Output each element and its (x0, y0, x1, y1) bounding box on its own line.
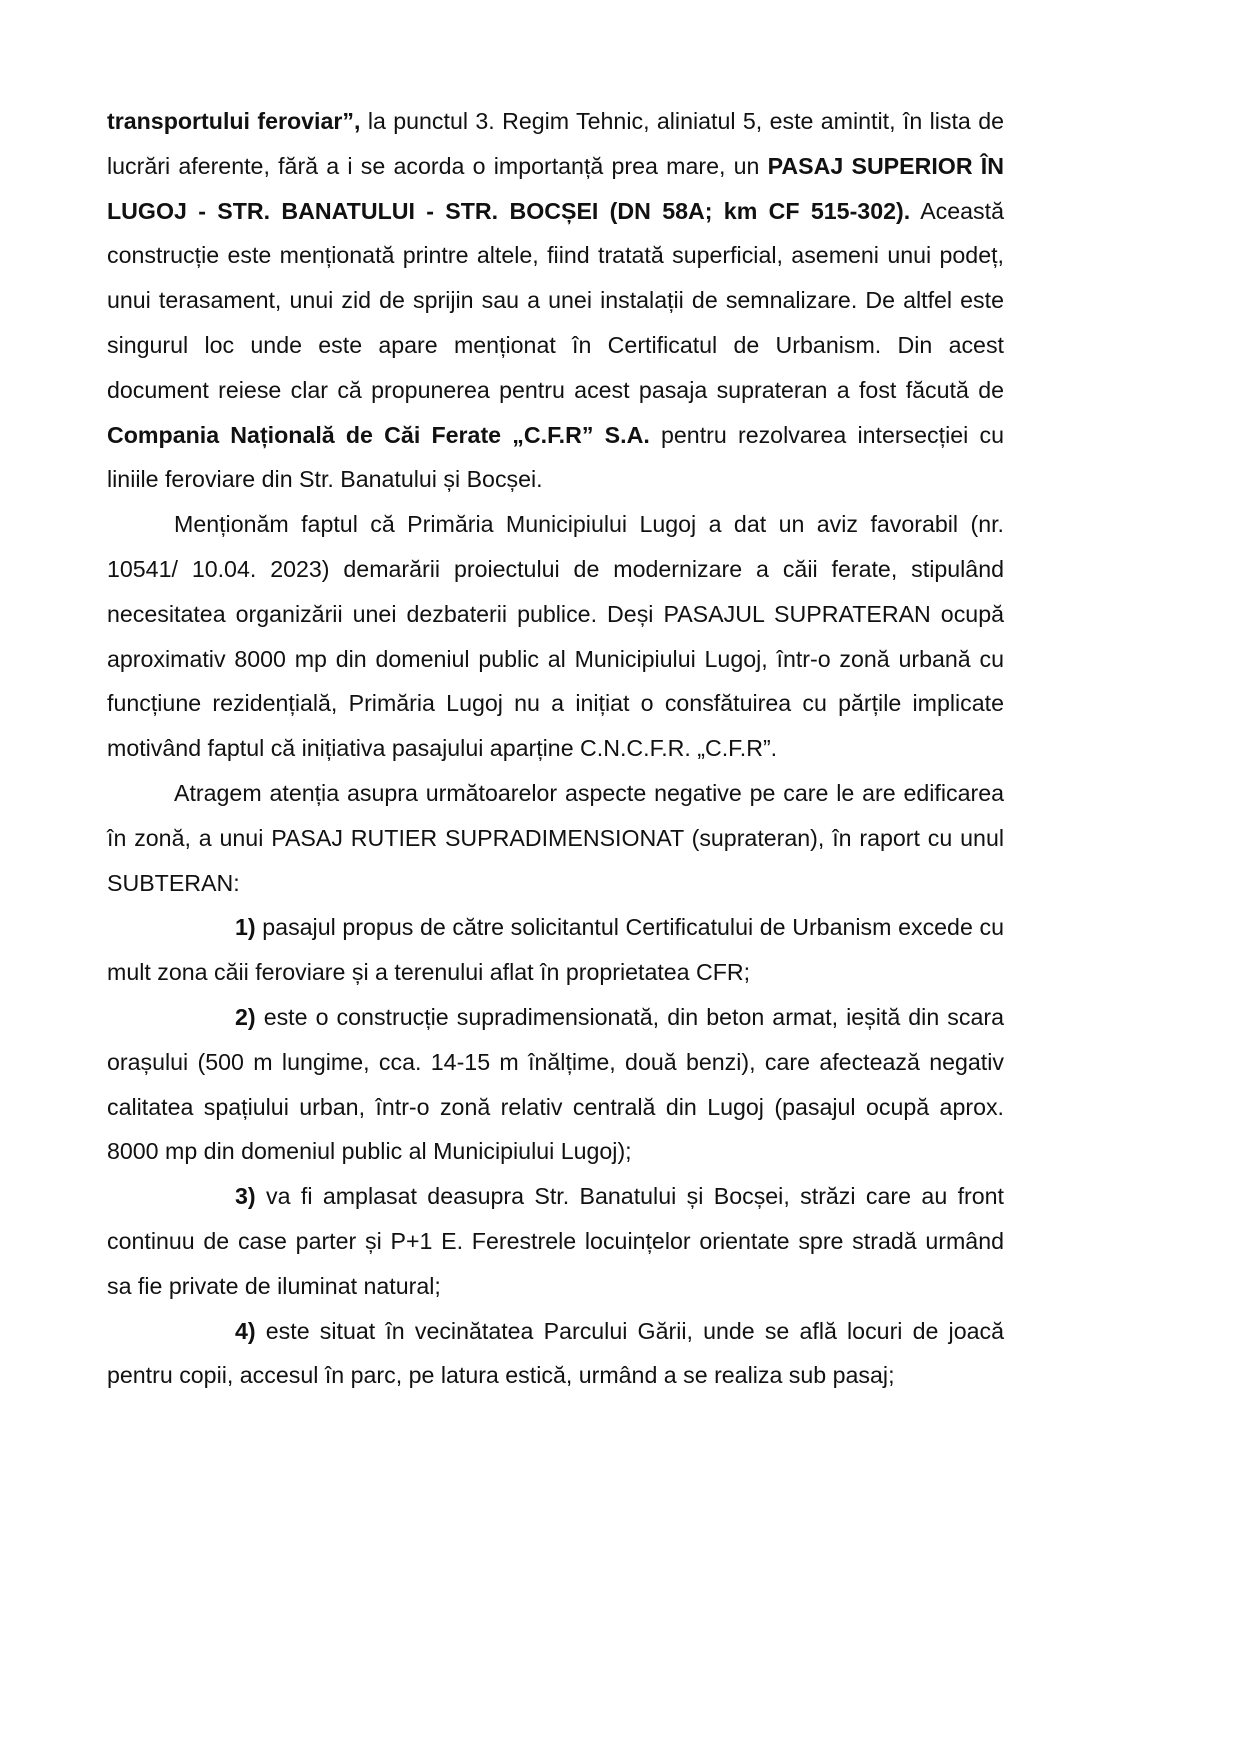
body-text: pentru rezolvarea intersecției cu liniile feroviare din Str. Banatului și Bocșei. (107, 421, 1004, 493)
list-item-text: este o construcție supradimensionată, din beton armat, ieșită din scara orașului (500 m lungime, cca. 14-15 m înălțime, două benzi), care afectează negativ calitatea spațiului urban, într-o zonă relativ centrală din Lugoj (pasajul ocupă aprox. 8000 mp din domeniul public al Municipiului Lugoj); (107, 1003, 1004, 1165)
bold-text: Compania Națională de Căi Ferate „C.F.R” S.A. (107, 421, 650, 448)
list-item (107, 905, 1004, 995)
paragraph-aspecte-negative (107, 771, 1004, 905)
list-item-number: 3) (235, 1183, 256, 1210)
bold-text: transportului feroviar”, (107, 108, 361, 134)
document-page (107, 99, 1004, 1398)
paragraph-pasaj-superior (107, 99, 1004, 502)
list-item-number: 4) (235, 1317, 256, 1344)
list-item-text: pasajul propus de către solicitantul Certificatului de Urbanism excede cu mult zona căii feroviare și a terenului aflat în proprietatea CFR; (107, 914, 1004, 986)
bold-text: PASAJ SUPERIOR ÎN LUGOJ - STR. BANATULUI - STR. BOCȘEI (DN 58A; km CF 515-302). (107, 152, 1004, 224)
paragraph-aviz-primarie (107, 502, 1004, 771)
list-item (107, 995, 1004, 1174)
body-text: Această construcție este menționată printre altele, fiind tratată superficial, asemeni unui podeț, unui terasament, unui zid de sprijin sau a unei instalații de semnalizare. De altfel este singurul loc unde este apare menționat în Certificatul de Urbanism. Din acest document reiese clar că propunerea pentru acest pasaja suprateran a fost făcută de (107, 197, 1004, 403)
list-item (107, 1309, 1004, 1399)
list-item-number: 1) (235, 914, 256, 941)
body-text: la punctul 3. Regim Tehnic, aliniatul 5, este amintit, în lista de lucrări aferente, fără a i se acorda o importanță prea mare, un (107, 108, 1004, 179)
list-item-text: este situat în vecinătatea Parcului Gării, unde se află locuri de joacă pentru copii, accesul în parc, pe latura estică, urmând a se realiza sub pasaj; (107, 1317, 1004, 1389)
body-text: Atragem atenția asupra următoarelor aspecte negative pe care le are edificarea în zonă, a unui PASAJ RUTIER SUPRADIMENSIONAT (suprateran), în raport cu unul SUBTERAN: (107, 779, 1004, 896)
list-item-text: va fi amplasat deasupra Str. Banatului și Bocșei, străzi care au front continuu de case parter și P+1 E. Ferestrele locuințelor orientate spre stradă urmând sa fie private de iluminat natural; (107, 1183, 1004, 1299)
list-item-number: 2) (235, 1003, 256, 1030)
list-item (107, 1174, 1004, 1308)
body-text: Menționăm faptul că Primăria Municipiului Lugoj a dat un aviz favorabil (nr. 10541/ 10.04. 2023) demarării proiectului de modernizare a căii ferate, stipulând necesitatea organizării unei dezbaterii publice. Deși PASAJUL SUPRATERAN ocupă aproximativ 8000 mp din domeniul public al Municipiului Lugoj, într-o zonă urbană cu funcțiune rezidențială, Primăria Lugoj nu a inițiat o consfătuirea cu părțile implicate motivând faptul că inițiativa pasajului aparține C.N.C.F.R. „C.F.R”. (107, 511, 1004, 762)
